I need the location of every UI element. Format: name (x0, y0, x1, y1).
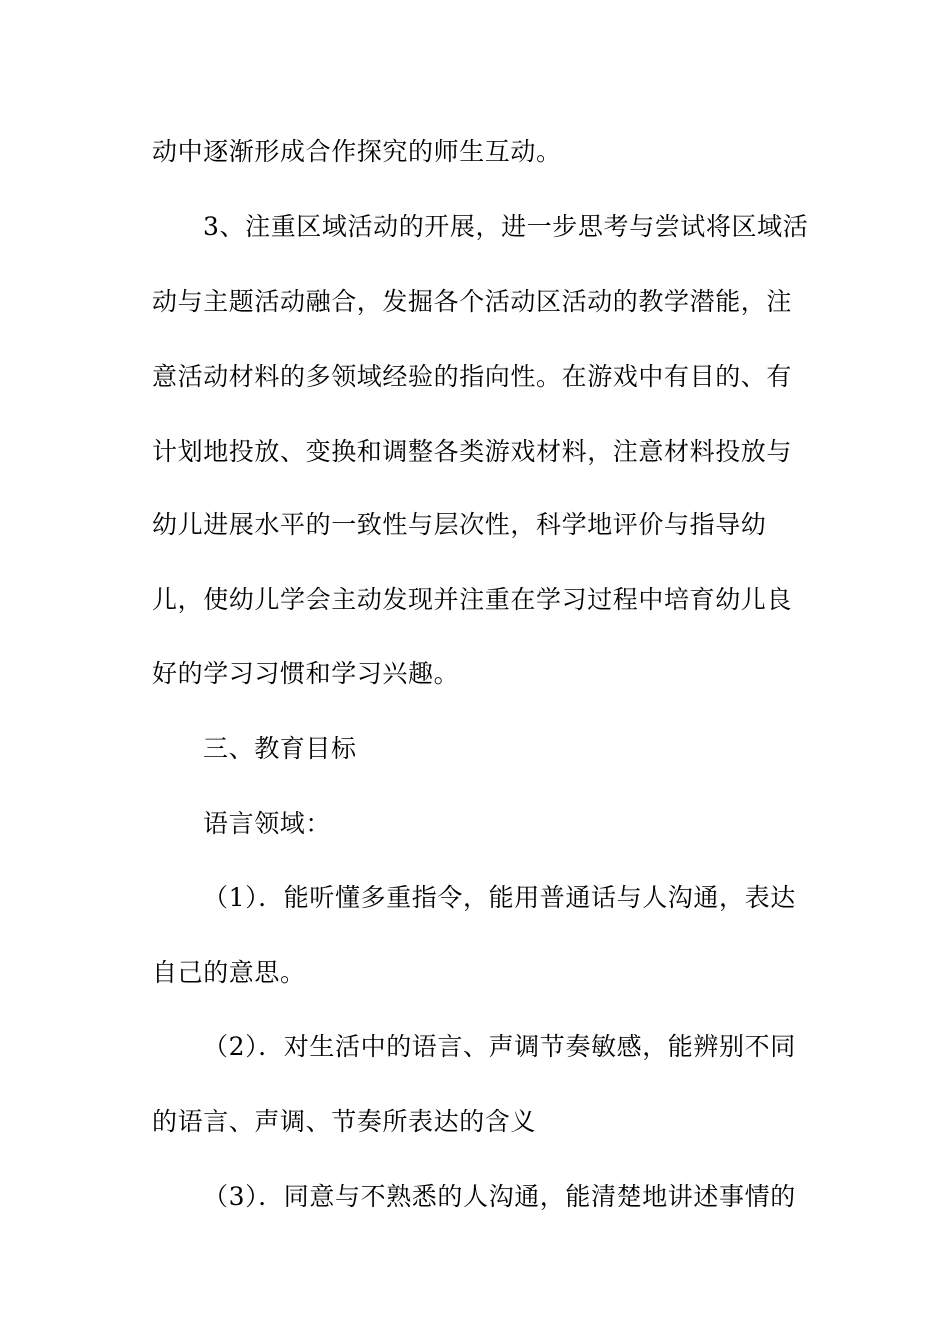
text-line: 动与主题活动融合，发掘各个活动区活动的教学潜能，注 (152, 287, 793, 316)
text-line: （1）．能听懂多重指令，能用普通话与人沟通，表达 (203, 883, 796, 912)
subsection-heading: 语言领域： (203, 809, 332, 838)
text-line: （3）．同意与不熟悉的人沟通，能清楚地讲述事情的 (203, 1182, 796, 1211)
text-line: 意活动材料的多领域经验的指向性。在游戏中有目的、有 (152, 362, 793, 391)
text-line: 幼儿进展水平的一致性与层次性，科学地评价与指导幼 (152, 510, 767, 539)
text-line: 的语言、声调、节奏所表达的含义 (152, 1107, 537, 1136)
text-line: 好的学习习惯和学习兴趣。 (152, 659, 460, 688)
text-line: 3、注重区域活动的开展，进一步思考与尝试将区域活 (203, 212, 809, 241)
text-line: 儿，使幼儿学会主动发现并注重在学习过程中培育幼儿良 (152, 585, 793, 614)
section-heading: 三、教育目标 (203, 734, 357, 763)
text-line: 自己的意思。 (152, 958, 306, 987)
text-line: 计划地投放、变换和调整各类游戏材料，注意材料投放与 (152, 437, 793, 466)
text-line: 动中逐渐形成合作探究的师生互动。 (152, 137, 562, 166)
text-line: （2）．对生活中的语言、声调节奏敏感，能辨别不同 (203, 1032, 796, 1061)
